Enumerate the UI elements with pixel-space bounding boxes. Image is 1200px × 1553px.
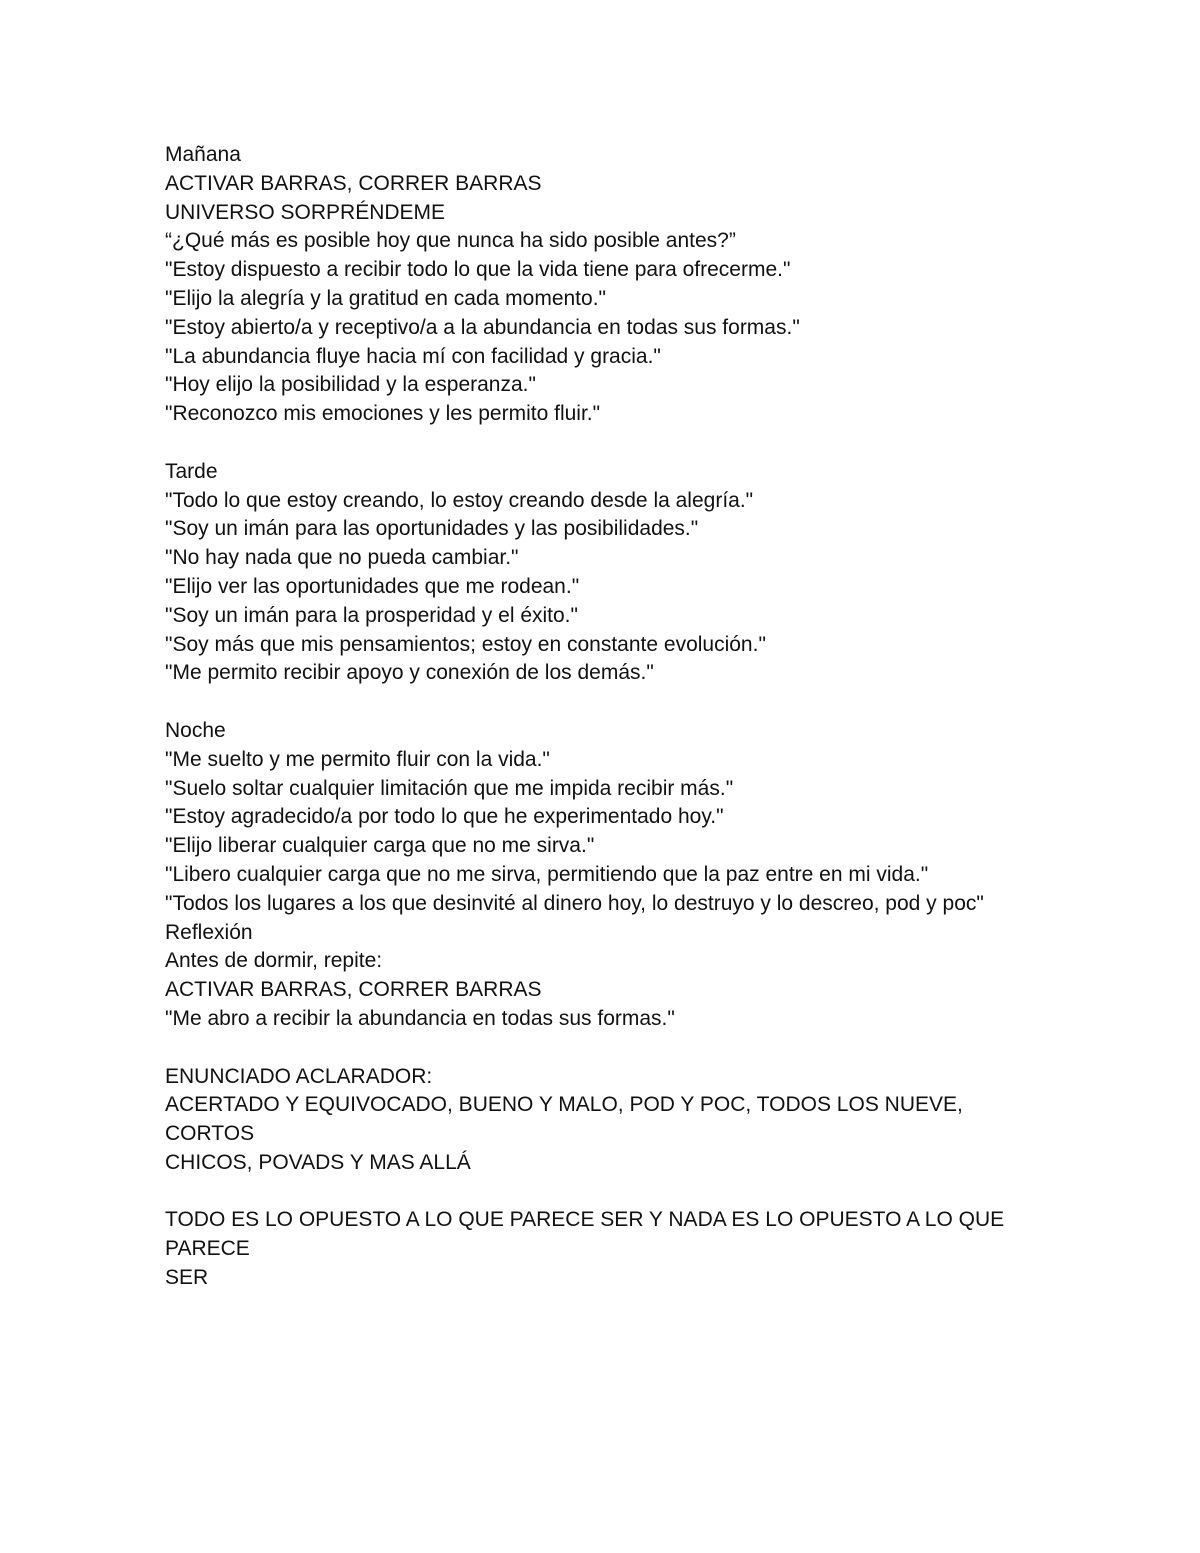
affirmation-line: "Me abro a recibir la abundancia en todas sus formas." xyxy=(165,1006,675,1030)
affirmation-line: "Estoy agradecido/a por todo lo que he experimentado hoy." xyxy=(165,805,724,829)
section-tarde xyxy=(165,458,1045,688)
affirmation-line: "Hoy elijo la posibilidad y la esperanza." xyxy=(165,373,536,397)
affirmation-line: “¿Qué más es posible hoy que nunca ha sido posible antes?” xyxy=(165,229,736,253)
affirmation-line: "Soy un imán para las oportunidades y las posibilidades." xyxy=(165,517,699,541)
affirmation-line: "Me suelto y me permito fluir con la vida." xyxy=(165,747,550,771)
affirmation-line: "La abundancia fluye hacia mí con facilidad y gracia." xyxy=(165,344,661,368)
section-heading: Mañana xyxy=(165,143,241,166)
affirmation-line: "Reconozco mis emociones y les permito fluir." xyxy=(165,402,601,426)
subheading: Reflexión xyxy=(165,920,253,944)
affirmation-line: "Estoy abierto/a y receptivo/a a la abundancia en todas sus formas." xyxy=(165,315,800,339)
affirmation-line: "Elijo la alegría y la gratitud en cada momento." xyxy=(165,286,606,310)
affirmation-line: "Soy más que mis pensamientos; estoy en constante evolución." xyxy=(165,632,766,656)
affirmation-line: "Me permito recibir apoyo y conexión de los demás." xyxy=(165,661,654,685)
affirmation-line: "Elijo ver las oportunidades que me rodean." xyxy=(165,574,580,598)
section-closing-statement xyxy=(165,1206,1045,1292)
section-noche xyxy=(165,717,1045,1034)
affirmation-line: "Suelo soltar cualquier limitación que me impida recibir más." xyxy=(165,776,734,800)
text-line: CHICOS, POVADS Y MAS ALLÁ xyxy=(165,1150,471,1174)
text-line: Antes de dormir, repite: xyxy=(165,949,383,973)
section-manana xyxy=(165,141,1045,429)
section-enunciado-aclarador xyxy=(165,1063,1045,1178)
affirmation-line: "Soy un imán para la prosperidad y el éxito." xyxy=(165,603,578,627)
text-line: TODO ES LO OPUESTO A LO QUE PARECE SER Y NADA ES LO OPUESTO A LO QUE PARECE xyxy=(165,1208,1010,1261)
text-line: ACERTADO Y EQUIVOCADO, BUENO Y MALO, POD Y POC, TODOS LOS NUEVE, CORTOS xyxy=(165,1093,969,1146)
affirmation-line: "Todo lo que estoy creando, lo estoy creando desde la alegría." xyxy=(165,488,754,512)
affirmation-line: "Estoy dispuesto a recibir todo lo que la vida tiene para ofrecerme." xyxy=(165,258,791,282)
text-line: SER xyxy=(165,1266,209,1290)
affirmation-line: "Todos los lugares a los que desinvité al dinero hoy, lo destruyo y lo descreo, pod y poc" xyxy=(165,891,984,915)
text-line: ACTIVAR BARRAS, CORRER BARRAS xyxy=(165,978,542,1002)
section-heading: ENUNCIADO ACLARADOR: xyxy=(165,1064,433,1088)
affirmation-line: "No hay nada que no pueda cambiar." xyxy=(165,546,519,570)
affirmation-line: "Elijo liberar cualquier carga que no me sirva." xyxy=(165,834,595,858)
text-line: ACTIVAR BARRAS, CORRER BARRAS xyxy=(165,171,542,195)
section-heading: Tarde xyxy=(165,459,218,483)
document-body xyxy=(165,141,1045,1293)
section-heading: Noche xyxy=(165,718,226,742)
affirmation-line: "Libero cualquier carga que no me sirva, permitiendo que la paz entre en mi vida." xyxy=(165,862,929,886)
text-line: UNIVERSO SORPRÉNDEME xyxy=(165,200,446,224)
